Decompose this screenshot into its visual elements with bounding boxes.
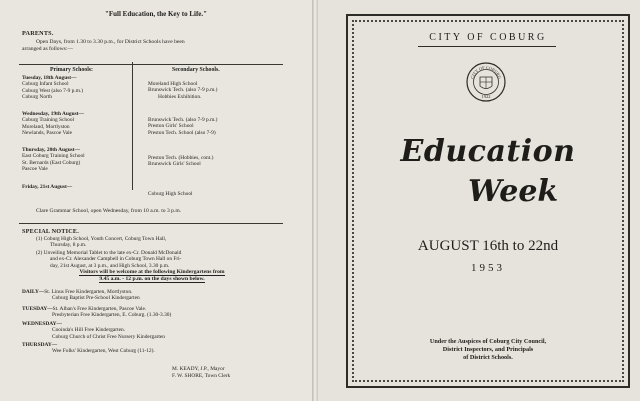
event-dates: AUGUST 16th to 22nd	[417, 238, 559, 254]
secondary-group-2	[148, 117, 217, 136]
school-line: Newlands, Pascoe Vale	[22, 129, 73, 136]
primary-heading: Primary Schools:	[50, 67, 93, 73]
notice-line: Thursday, 8 p.m.	[50, 242, 87, 249]
primary-group-3	[22, 147, 85, 172]
school-line: Moreland, Mortlyston	[22, 123, 70, 130]
kinder-day: THURSDAY—	[22, 342, 58, 348]
auspices	[348, 338, 628, 362]
secondary-group-4	[148, 191, 193, 197]
kinder-daily	[22, 289, 292, 302]
signature-block	[172, 366, 230, 380]
visitors-line: Visitors will be welcome at the following Kindergartens from	[79, 269, 225, 275]
school-line: Pascoe Vale	[22, 165, 48, 172]
auspices-line: District Inspectors, and Principals	[442, 346, 534, 353]
kinder-thursday	[22, 342, 292, 355]
primary-day: Thursday, 20th August—	[22, 147, 80, 153]
notice-2	[36, 250, 281, 269]
primary-group-4	[22, 184, 72, 190]
notice-line: (1) Coburg High School, Youth Concert, Coburg Town Hall,	[36, 236, 167, 242]
schedule-divider	[132, 62, 133, 190]
parents-line-1: Open Days, from 1.30 to 3.30 p.m., for District Schools have been	[36, 39, 185, 45]
primary-day: Wednesday, 19th August—	[22, 111, 84, 117]
city-seal-icon	[466, 62, 506, 102]
school-line: Coburg High School	[148, 191, 193, 197]
school-line: Coburg West (also 7-9 p.m.)	[22, 87, 84, 94]
school-line: Preston Tech. (Hobbies, cont.)	[148, 155, 214, 161]
clare-grammar-note: Clare Grammar School, open Wednesday, from 10 a.m. to 3 p.m.	[36, 208, 182, 214]
event-year: 1953	[471, 262, 505, 274]
school-line: Hobbies Exhibition.	[158, 93, 202, 100]
school-line: Coburg Infant School	[22, 81, 69, 88]
parents-heading: PARENTS.	[22, 30, 54, 37]
kinder-line: St. Alban's Free Kindergarten, Pascoe Vale.	[52, 306, 147, 312]
school-line: Coburg Training School	[22, 117, 75, 124]
kinder-line: Cooinda's Hill Free Kindergarten.	[52, 327, 126, 334]
title-education: Education	[400, 134, 576, 169]
auspices-line: Under the Auspices of Coburg City Council,	[429, 338, 547, 345]
school-line: Coburg North	[22, 93, 52, 100]
city-title: CITY OF COBURG	[429, 32, 547, 43]
notice-line: and ex-Cr. Alexander Campbell in Coburg Town Hall on Fri-	[50, 256, 182, 263]
visitors-notice	[36, 269, 268, 283]
city-underline	[418, 46, 556, 47]
school-line: Brunswick Tech. (also 7-9 p.m.)	[148, 87, 218, 94]
title-week: Week	[468, 174, 559, 209]
kinder-line: Wee Folks' Kindergarten, West Coburg (11-12).	[52, 348, 155, 355]
town-clerk-signature: F. W. SHORE, Town Clerk	[172, 373, 231, 379]
school-line: St. Bernards (East Coburg)	[22, 159, 81, 166]
motto: "Full Education, the Key to Life."	[104, 10, 208, 18]
primary-day: Friday, 21st August—	[22, 184, 73, 190]
parents-line-2: arranged as follows:—	[22, 46, 73, 52]
primary-group-2	[22, 111, 84, 136]
school-line: Preston Girls' School	[148, 123, 194, 130]
kinder-tuesday	[22, 306, 292, 319]
secondary-group-1	[148, 81, 217, 100]
kinder-line: Coburg Baptist Pre-School Kindergarten	[52, 295, 140, 302]
kinder-line: Presbyterian Free Kindergarten, E. Coburg. (1.30-3.30)	[52, 312, 172, 319]
seal-text: CITY OF COBURG	[469, 64, 503, 80]
seal-year: 1922	[481, 94, 491, 99]
mayor-signature: M. KEADY, J.P., Mayor	[172, 366, 225, 372]
notice-line: day, 21st August, at 3 p.m., and High School, 3.30 p.m.	[50, 262, 170, 269]
visitors-line: 9.45 a.m. - 12 p.m. on the days shown below.	[99, 275, 205, 282]
secondary-group-3	[148, 155, 213, 168]
kinder-day: TUESDAY—	[22, 306, 53, 312]
notice-line: (2) Unveiling Memorial Tablet to the late ex-Cr. Donald McDonald	[36, 250, 182, 256]
school-line: Brunswick Tech. (also 7-9 p.m.)	[148, 117, 218, 123]
kinder-day: WEDNESDAY—	[22, 321, 62, 327]
secondary-heading: Secondary Schools.	[172, 67, 220, 73]
cover-frame	[346, 14, 630, 388]
kinder-line: St. Linus Free Kindergarten, Mortlyston.	[44, 289, 133, 295]
kinder-wednesday	[22, 321, 292, 340]
school-line: Preston Tech. School (also 7-9)	[148, 129, 216, 136]
school-line: East Coburg Training School	[22, 153, 85, 160]
school-line: Brunswick Girls' School	[148, 161, 201, 168]
kinder-line: Coburg Church of Christ Free Nursery Kindergarten	[52, 333, 165, 340]
auspices-line: of District Schools.	[463, 354, 513, 361]
primary-group-1	[22, 75, 83, 100]
notice-1	[36, 236, 281, 249]
special-notice-heading: SPECIAL NOTICE.	[22, 228, 79, 235]
left-page	[0, 0, 312, 401]
school-line: Moreland High School	[148, 81, 198, 87]
kinder-day: DAILY—	[22, 289, 45, 295]
primary-day: Tuesday, 18th August—	[22, 75, 77, 81]
